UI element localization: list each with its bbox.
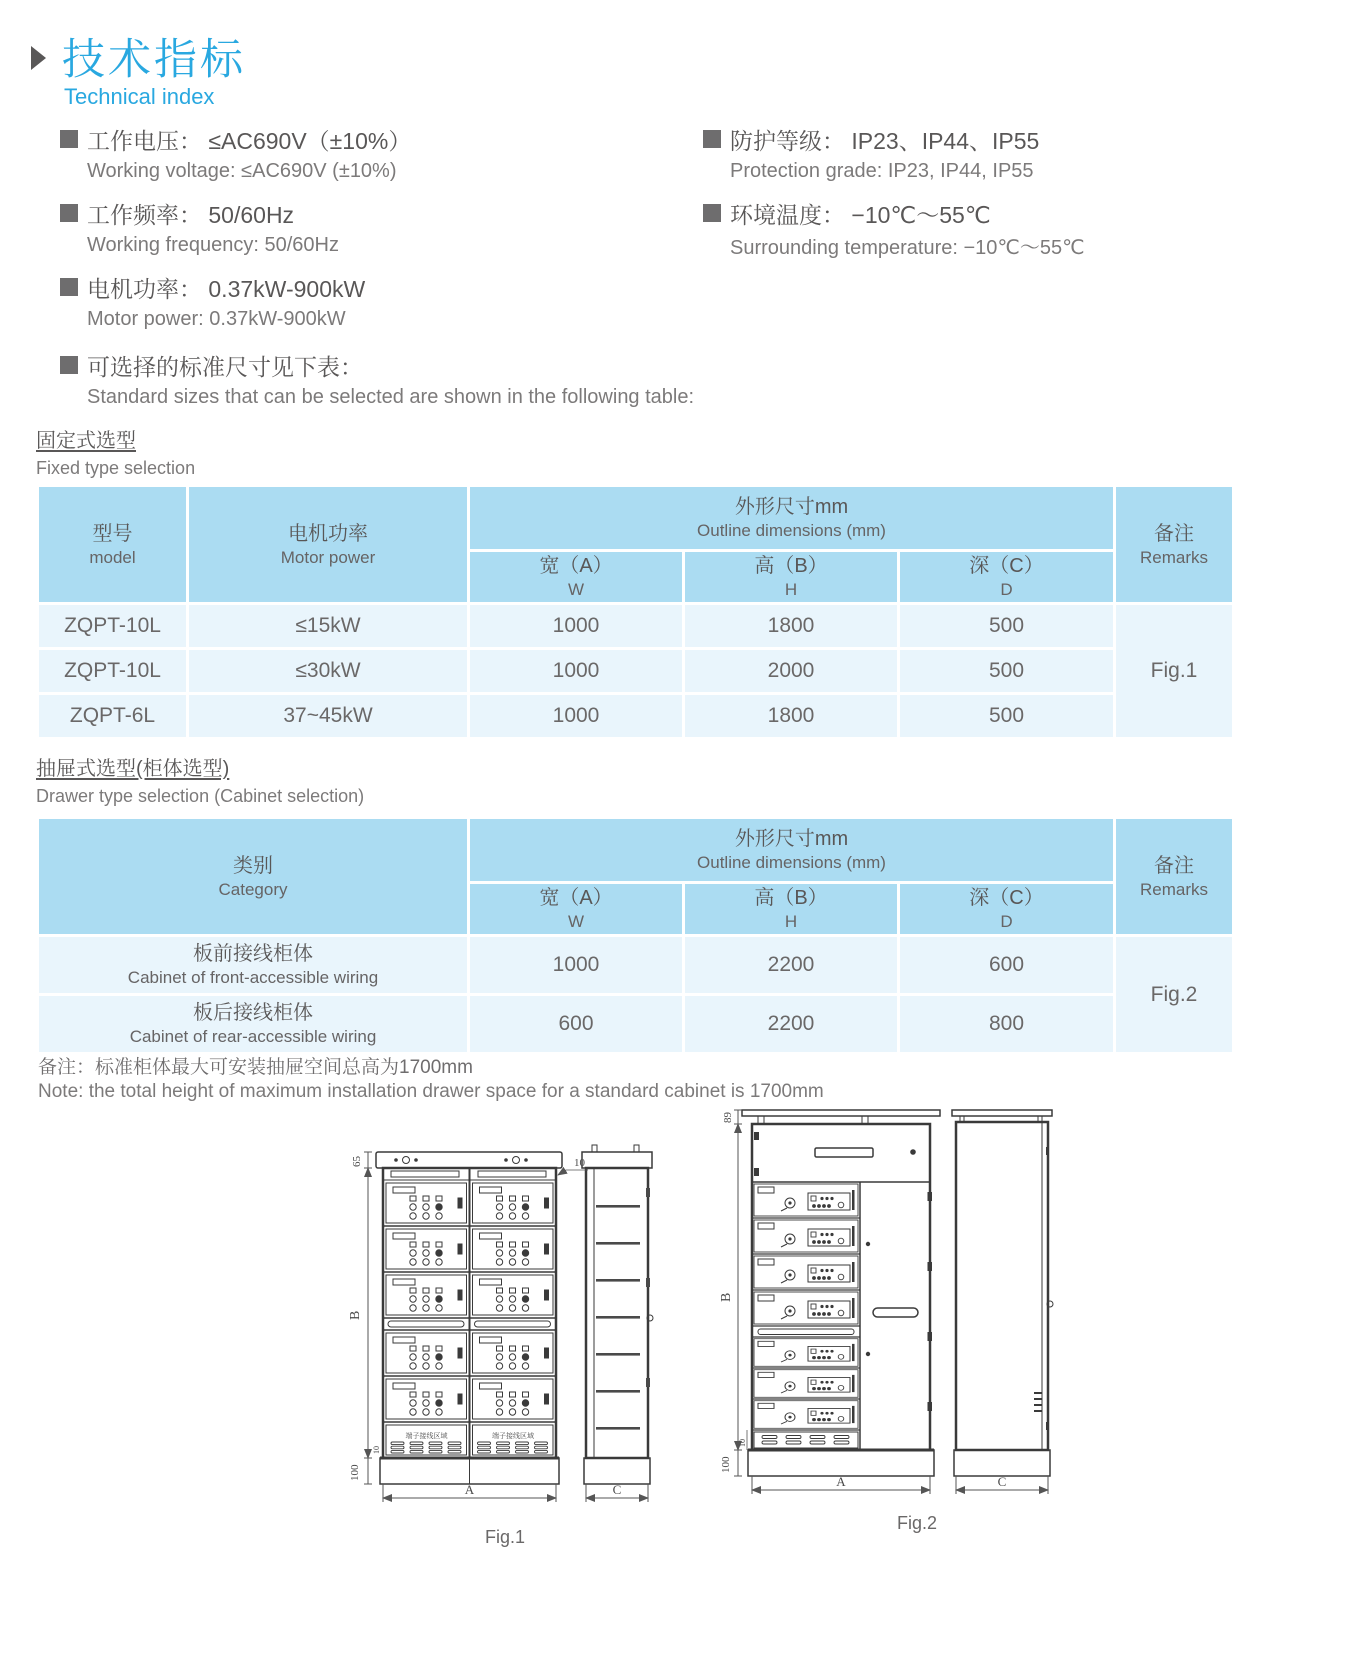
cell-category: 板前接线柜体 Cabinet of front-accessible wiring <box>38 936 469 995</box>
header-outline: 外形尺寸mm Outline dimensions (mm) <box>469 818 1115 883</box>
header-remarks-en: Remarks <box>1139 547 1208 567</box>
fig1-side-view <box>582 1145 653 1484</box>
note-en: Note: the total height of maximum installation drawer space for a standard cabinet is 1700mm <box>38 1081 824 1102</box>
header-remarks <box>1115 486 1234 604</box>
spec-en-text: Motor power: 0.37kW-900kW <box>87 307 346 330</box>
spec-item-standard-sizes <box>60 348 694 412</box>
fig2-dim-depth: C <box>997 1474 1007 1489</box>
square-bullet-icon <box>60 278 78 296</box>
cell-d: 800 <box>899 995 1115 1054</box>
section-label-en: Drawer type selection (Cabinet selection) <box>36 786 365 806</box>
fig1-terminal-label: 端子接线区域 <box>405 1432 448 1440</box>
table-row <box>38 936 1234 995</box>
cell-model: ZQPT-10L <box>38 649 188 694</box>
fig2-side-view <box>952 1110 1053 1476</box>
header-remarks-zh: 备注 <box>1154 522 1194 545</box>
cell-h: 2200 <box>684 995 899 1054</box>
spec-zh-text: 防护等级： IP23、IP44、IP55 <box>730 127 1040 154</box>
spec-en-text: Standard sizes that can be selected are shown in the following table: <box>87 385 695 408</box>
spec-zh-text: 工作电压： ≤AC690V（±10%） <box>87 127 412 154</box>
header-outline-en: Outline dimensions (mm) <box>697 521 886 540</box>
cell-w: 1000 <box>469 694 684 739</box>
cell-w: 1000 <box>469 649 684 694</box>
section-arrow-icon <box>31 46 46 70</box>
fig1-dim-10-bottom: 10 <box>372 1446 381 1454</box>
cell-d: 600 <box>899 936 1115 995</box>
fig1-cabinet-drawing <box>338 1128 673 1558</box>
spec-en-text: Surrounding temperature: −10℃～55℃ <box>730 236 1085 259</box>
fig1-front-view <box>376 1152 562 1484</box>
cell-h: 1800 <box>684 694 899 739</box>
header-category: 类别 Category <box>38 818 469 936</box>
spec-zh-text: 环境温度： −10℃～55℃ <box>730 201 991 228</box>
fixed-type-table <box>36 484 1235 740</box>
spec-item-temperature <box>703 196 1085 260</box>
section-label-zh: 固定式选型 <box>36 430 136 452</box>
fig1-dim-depth: C <box>612 1482 622 1497</box>
header-width: 宽（A） W <box>469 883 684 936</box>
header-remarks: 备注 Remarks <box>1115 818 1234 936</box>
fig1-caption: Fig.1 <box>484 1527 526 1547</box>
header-depth: 深（C） D <box>899 551 1115 604</box>
spec-zh-text: 电机功率： 0.37kW-900kW <box>87 275 366 302</box>
cell-h: 1800 <box>684 604 899 649</box>
table-row <box>38 649 1234 694</box>
header-model-zh: 型号 <box>92 522 133 545</box>
fig1-dim-width: A <box>464 1482 475 1497</box>
header-model-en: model <box>89 547 136 567</box>
header-width: 宽（A） W <box>469 551 684 604</box>
header-model <box>38 486 188 604</box>
fig1-dim-height: B <box>348 1310 363 1320</box>
cell-w: 600 <box>469 995 684 1054</box>
cell-power: 37~45kW <box>188 694 469 739</box>
drawer-type-table <box>36 816 1235 1055</box>
page-title-zh: 技术指标 <box>62 36 246 84</box>
section-label-zh: 抽屉式选型(柜体选型) <box>36 758 230 780</box>
fig2-dim-plinth: 100 <box>720 1456 732 1473</box>
spec-list-right <box>703 122 1085 270</box>
fig2-dim-cap: 89 <box>722 1112 734 1123</box>
fig1-dim-cap: 65 <box>351 1156 363 1167</box>
cell-remark: Fig.2 <box>1115 936 1234 1054</box>
cell-model: ZQPT-6L <box>38 694 188 739</box>
square-bullet-icon <box>703 130 721 148</box>
page-title-en: Technical index <box>64 84 215 109</box>
cell-power: ≤30kW <box>188 649 469 694</box>
header-power-zh: 电机功率 <box>288 522 368 545</box>
cell-d: 500 <box>899 604 1115 649</box>
fig2-dim-10: 10 <box>738 1439 747 1447</box>
drawer-type-section-label <box>36 752 364 807</box>
spec-en-text: Working frequency: 50/60Hz <box>87 233 339 256</box>
square-bullet-icon <box>60 204 78 222</box>
cell-d: 500 <box>899 649 1115 694</box>
header-height: 高（B） H <box>684 883 899 936</box>
header-outline <box>469 486 1115 551</box>
header-depth: 深（C） D <box>899 883 1115 936</box>
header-power-en: Motor power <box>280 547 376 567</box>
fig2-front-view <box>742 1110 940 1476</box>
spec-item-voltage <box>60 122 694 186</box>
fig1-dim-10-top: 10 <box>574 1157 585 1169</box>
spec-en-text: Protection grade: IP23, IP44, IP55 <box>730 159 1034 182</box>
spec-item-frequency <box>60 196 694 260</box>
fig1-terminal-label: 端子接线区域 <box>492 1432 534 1440</box>
spec-list-left <box>60 122 694 422</box>
cell-h: 2000 <box>684 649 899 694</box>
fig2-dim-height: B <box>719 1292 734 1302</box>
cell-model: ZQPT-10L <box>38 604 188 649</box>
cell-remark: Fig.1 <box>1115 604 1234 739</box>
spec-en-text: Working voltage: ≤AC690V (±10%) <box>87 159 397 182</box>
cell-w: 1000 <box>469 604 684 649</box>
header-power <box>188 486 469 604</box>
header-height: 高（B） H <box>684 551 899 604</box>
cell-w: 1000 <box>469 936 684 995</box>
square-bullet-icon <box>703 204 721 222</box>
spec-item-motor-power <box>60 270 694 334</box>
spec-zh-text: 工作频率： 50/60Hz <box>87 201 295 228</box>
table-row <box>38 604 1234 649</box>
square-bullet-icon <box>60 356 78 374</box>
section-label-en: Fixed type selection <box>36 458 196 478</box>
fixed-type-section-label <box>36 424 195 479</box>
fig2-dim-width: A <box>836 1474 846 1489</box>
fig2-caption: Fig.2 <box>896 1513 938 1533</box>
cell-power: ≤15kW <box>188 604 469 649</box>
cell-d: 500 <box>899 694 1115 739</box>
spec-zh-text: 可选择的标准尺寸见下表： <box>87 353 363 380</box>
fig2-cabinet-drawing <box>712 1092 1062 1562</box>
fig1-dim-plinth: 100 <box>349 1464 361 1481</box>
fig2-dimensions <box>719 1110 1048 1494</box>
cell-h: 2200 <box>684 936 899 995</box>
square-bullet-icon <box>60 130 78 148</box>
table-row <box>38 694 1234 739</box>
header-outline-zh: 外形尺寸mm <box>734 496 849 518</box>
table-row <box>38 995 1234 1054</box>
note-zh: 备注：标准柜体最大可安装抽屉空间总高为1700mm <box>38 1057 473 1078</box>
cell-category: 板后接线柜体 Cabinet of rear-accessible wiring <box>38 995 469 1054</box>
spec-item-protection <box>703 122 1085 186</box>
